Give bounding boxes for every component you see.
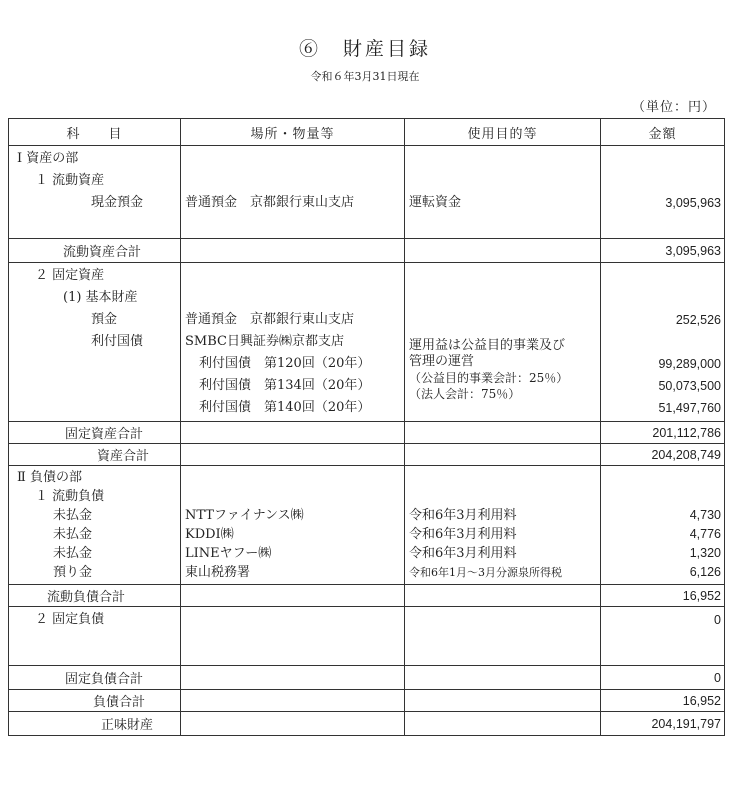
liability-item-name: 未払金: [53, 527, 93, 542]
liability-item-name: 未払金: [53, 546, 93, 561]
liability-item-purpose: 令和6年3月利用料: [409, 508, 517, 523]
deposit-place: 普通預金 京都銀行東山支店: [185, 312, 355, 327]
bond-amount: 51,497,760: [658, 401, 721, 415]
cash-deposit-place: 普通預金 京都銀行東山支店: [185, 195, 355, 210]
liability-item-name: 未払金: [53, 508, 93, 523]
liabilities-heading: Ⅱ 負債の部: [17, 470, 82, 485]
fixed-assets-total-row: [9, 422, 725, 444]
bond-purpose-line: （公益目的事業会計：25％）: [409, 371, 569, 385]
fixed-assets-subject: [9, 263, 181, 422]
current-assets-total: 3,095,963: [601, 239, 725, 263]
current-liabilities-total-row: [9, 585, 725, 607]
liability-item-place: KDDI㈱: [185, 527, 234, 542]
fixed-liabilities-heading: ２ 固定負債: [35, 612, 105, 627]
assets-heading: Ⅰ 資産の部: [17, 151, 79, 166]
current-liabilities-purpose: [405, 466, 601, 585]
header-amount: 金額: [601, 119, 725, 146]
liability-item-place: NTTファイナンス㈱: [185, 508, 304, 523]
liability-item-purpose: 令和6年3月利用料: [409, 527, 517, 542]
liability-item-purpose: 令和6年1月～3月分源泉所得税: [409, 566, 562, 579]
fixed-liabilities-amount: 0: [714, 613, 721, 627]
bond-purpose-line: （法人会計：75％）: [409, 387, 521, 401]
net-assets-label: 正味財産: [9, 712, 181, 736]
assets-total: 204,208,749: [601, 444, 725, 466]
fixed-assets-total-label: 固定資産合計: [9, 422, 181, 444]
cash-deposit-amount: 3,095,963: [665, 196, 721, 210]
current-liabilities-total: 16,952: [601, 585, 725, 607]
current-assets-block: [9, 146, 725, 239]
current-liabilities-subject: [9, 466, 181, 585]
current-assets-heading: １ 流動資産: [35, 173, 105, 188]
header-subject: 科 目: [9, 119, 181, 146]
current-liabilities-heading: １ 流動負債: [35, 489, 105, 504]
current-liabilities-block: [9, 466, 725, 585]
header-location: 場所・物量等: [181, 119, 405, 146]
liability-item-name: 預り金: [53, 565, 93, 580]
bond-purpose-line: 運用益は公益目的事業及び: [409, 338, 566, 353]
deposit-amount: 252,526: [675, 313, 721, 327]
net-assets-total: 204,191,797: [601, 712, 725, 736]
current-liabilities-amount: [601, 466, 725, 585]
fixed-liabilities-amount-cell: [601, 607, 725, 666]
deposit-name: 預金: [91, 312, 118, 327]
header-purpose: 使用目的等: [405, 119, 601, 146]
current-assets-amount: [601, 146, 725, 239]
unit-label: （単位：円）: [631, 100, 716, 115]
fixed-liabilities-total-row: [9, 666, 725, 690]
liability-item-purpose: 令和6年3月利用料: [409, 546, 517, 561]
bond-amount: 50,073,500: [658, 379, 721, 393]
current-assets-subject: [9, 146, 181, 239]
current-assets-purpose: [405, 146, 601, 239]
liability-item-place: 東山税務署: [185, 565, 251, 580]
cash-deposit-purpose: 運転資金: [409, 195, 462, 210]
property-inventory-table: [8, 118, 725, 736]
bond-item: 利付国債 第134回（20年）: [199, 378, 371, 393]
liability-item-amount: 4,730: [689, 508, 721, 522]
liabilities-total: 16,952: [601, 690, 725, 712]
bond-name: 利付国債: [91, 334, 144, 349]
liability-item-amount: 4,776: [689, 527, 721, 541]
fixed-assets-place: [181, 263, 405, 422]
current-liabilities-total-label: 流動負債合計: [9, 585, 181, 607]
fixed-assets-purpose: [405, 263, 601, 422]
net-assets-row: [9, 712, 725, 736]
fixed-assets-total: 201,112,786: [601, 422, 725, 444]
current-assets-place: [181, 146, 405, 239]
basic-property-heading: (1) 基本財産: [63, 290, 138, 305]
current-assets-total-label: 流動資産合計: [9, 239, 181, 263]
assets-total-label: 資産合計: [9, 444, 181, 466]
fixed-assets-block: [9, 263, 725, 422]
assets-total-row: [9, 444, 725, 466]
bond-purpose-line: 管理の運営: [409, 354, 475, 369]
header-row: [9, 119, 725, 146]
current-liabilities-place: [181, 466, 405, 585]
fixed-liabilities-subject: [9, 607, 181, 666]
bond-amount: 99,289,000: [658, 357, 721, 371]
current-assets-total-row: [9, 239, 725, 263]
as-of-date: 令和６年3月31日現在: [310, 70, 420, 83]
bond-item: 利付国債 第140回（20年）: [199, 400, 371, 415]
liabilities-total-label: 負債合計: [9, 690, 181, 712]
fixed-liabilities-block: [9, 607, 725, 666]
liability-item-amount: 1,320: [689, 546, 721, 560]
liability-item-amount: 6,126: [689, 565, 721, 579]
fixed-liabilities-total: 0: [601, 666, 725, 690]
liabilities-total-row: [9, 690, 725, 712]
bond-place: SMBC日興証券㈱京都支店: [185, 334, 344, 349]
fixed-liabilities-total-label: 固定負債合計: [9, 666, 181, 690]
document-title: ⑥ 財産目録: [298, 38, 431, 60]
fixed-assets-heading: ２ 固定資産: [35, 268, 105, 283]
cash-deposit-name: 現金預金: [91, 195, 144, 210]
bond-item: 利付国債 第120回（20年）: [199, 356, 371, 371]
liability-item-place: LINEヤフー㈱: [185, 546, 272, 561]
fixed-assets-amount: [601, 263, 725, 422]
